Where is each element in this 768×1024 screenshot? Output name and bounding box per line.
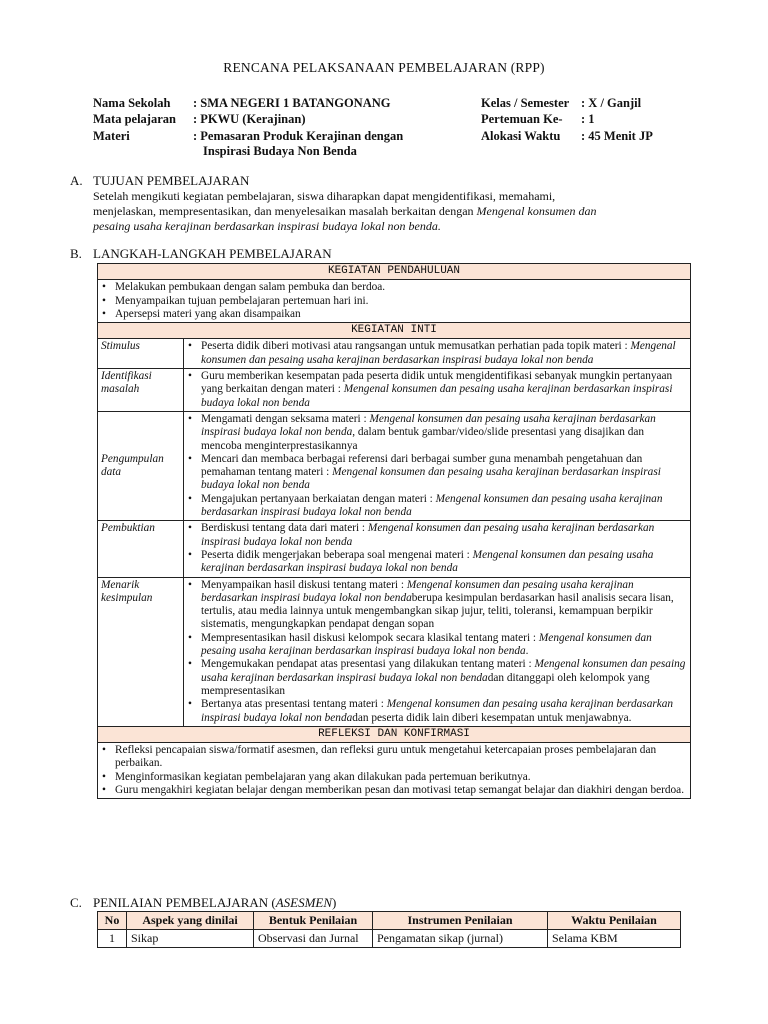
kelas-value: : X / Ganjil (581, 96, 642, 110)
materi-label: Materi (93, 129, 130, 143)
pendahuluan-cell (98, 280, 691, 323)
section-c-heading (93, 895, 336, 911)
langkah-table (97, 263, 691, 799)
column-header: Instrumen Penilaian (373, 912, 548, 930)
menarik-text-cont: berupa kesimpulan berdasarkan hasil analisis secara lisan, tertulis, atau media lainnya untuk mengembangkan sikap jujur, teliti, toleransi, kemampuan berpikir sistematis, mengungkapkan pendapat dengan sopan (201, 591, 674, 631)
pendahuluan-item: • Melakukan pembukaan dengan salam pembuka dan berdoa. (101, 281, 687, 294)
document-title: RENCANA PELAKSANAAN PEMBELAJARAN (RPP) (223, 60, 545, 75)
table-cell: Pengamatan sikap (jurnal) (373, 930, 548, 948)
refleksi-header: REFLEKSI DAN KONFIRMASI (98, 726, 691, 742)
pengumpulan-item (187, 493, 687, 520)
tujuan-line2 (93, 204, 693, 219)
identifikasi-text: Guru memberikan kesempatan pada peserta didik untuk mengidentifikasi sebanyak mungkin pertanyaan yang berkaitan dengan materi : (201, 370, 673, 396)
table-cell: Observasi dan Jurnal (254, 930, 373, 948)
menarik-text: Mempresentasikan hasil diskusi kelompok secara klasikal tentang materi : (201, 631, 539, 644)
topic-ref: Mengenal konsumen dan pesaing usaha kerajinan berdasarkan inspirasi budaya lokal non benda (201, 492, 663, 519)
tujuan-line2-topic: Mengenal konsumen dan (476, 204, 597, 218)
menarik-cell (184, 577, 691, 726)
topic-ref: Mengenal konsumen dan pesaing usaha kerajinan berdasarkan inspirasi budaya lokal non benda (201, 466, 661, 492)
column-header: Waktu Penilaian (548, 912, 681, 930)
pembuktian-text: Berdiskusi tentang data dari materi : (201, 522, 368, 535)
menarik-item: • Mempresentasikan hasil diskusi kelompok secara klasikal tentang materi : Mengenal konsumen dan pesaing usaha kerajinan berdasarkan inspirasi budaya lokal non benda. (187, 632, 687, 659)
stimulus-item (187, 340, 687, 367)
tujuan-line2-text: menjelaskan, mempresentasikan, dan menyelesaikan masalah berkaitan dengan (93, 204, 477, 218)
identifikasi-label: Identifikasi masalah (98, 369, 184, 412)
topic-ref: Mengenal konsumen dan pesaing usaha kerajinan berdasarkan inspirasi budaya lokal non benda (201, 631, 652, 658)
menarik-label: Menarik kesimpulan (98, 577, 184, 726)
table-cell: Sikap (127, 930, 254, 948)
pendahuluan-item: • Apersepsi materi yang akan disampaikan (101, 308, 687, 321)
section-a-letter: A. (70, 173, 83, 188)
topic-ref: Mengenal konsumen dan pesaing usaha kerajinan berdasarkan inspirasi budaya lokal non benda (201, 522, 655, 548)
table-cell: Selama KBM (548, 930, 681, 948)
pengumpulan-text: Mencari dan membaca berbagai referensi dari berbagai sumber guna menambah pengetahuan dan pemahaman tentang materi : (201, 452, 643, 479)
stimulus-cell (184, 339, 691, 369)
section-c-letter: C. (70, 895, 82, 910)
pengumpulan-item (187, 413, 687, 453)
menarik-item (187, 698, 687, 725)
pendahuluan-header: KEGIATAN PENDAHULUAN (98, 264, 691, 280)
column-header: No (98, 912, 127, 930)
topic-ref: Mengenal konsumen dan pesaing usaha kerajinan berdasarkan inspirasi budaya lokal non benda (201, 383, 673, 409)
materi-value-line2: Inspirasi Budaya Non Benda (203, 144, 357, 158)
mata-pelajaran-label: Mata pelajaran (93, 112, 176, 126)
pertemuan-label: Pertemuan Ke- (481, 112, 563, 126)
section-a-heading: TUJUAN PEMBELAJARAN (93, 173, 250, 188)
refleksi-cell (98, 743, 691, 799)
inti-header: KEGIATAN INTI (98, 323, 691, 339)
menarik-text-cont: dan peserta didik lain diberi kesempatan untuk menjawabnya. (352, 711, 632, 724)
topic-ref: Mengenal konsumen dan pesaing usaha kerajinan berdasarkan inspirasi budaya lokal non benda (201, 340, 676, 366)
materi-value-line1: : Pemasaran Produk Kerajinan dengan (193, 129, 404, 143)
menarik-text: Mengemukakan pendapat atas presentasi yang dilakukan tentang materi : (201, 658, 535, 671)
section-c-heading-italic: ASESMEN (275, 895, 333, 910)
topic-ref: Mengenal konsumen dan pesaing usaha kerajinan berdasarkan inspirasi budaya lokal non benda (201, 548, 654, 575)
tujuan-line3 (93, 219, 693, 234)
alokasi-label: Alokasi Waktu (481, 129, 561, 143)
pembuktian-item (187, 522, 687, 549)
pembuktian-label: Pembuktian (98, 521, 184, 577)
pengumpulan-item (187, 453, 687, 493)
pembuktian-text: Peserta didik mengerjakan beberapa soal mengenai materi : (201, 548, 473, 561)
menarik-item (187, 658, 687, 698)
topic-ref: Mengenal konsumen dan pesaing usaha kerajinan berdasarkan inspirasi budaya lokal non benda (201, 658, 686, 684)
pengumpulan-text: Mengamati dengan seksama materi : (201, 412, 370, 425)
identifikasi-item (187, 370, 687, 410)
menarik-text: Bertanya atas presentasi tentang materi : (201, 698, 387, 711)
section-c-heading-text: PENILAIAN PEMBELAJARAN ( (93, 895, 276, 910)
pendahuluan-item: • Menyampaikan tujuan pembelajaran pertemuan hari ini. (101, 295, 687, 308)
topic-ref: Mengenal konsumen dan pesaing usaha kerajinan berdasarkan inspirasi budaya lokal non benda (201, 412, 656, 439)
topic-ref: Mengenal konsumen dan pesaing usaha kerajinan berdasarkan inspirasi budaya lokal non benda (201, 578, 634, 604)
pertemuan-value: : 1 (581, 112, 595, 126)
pengumpulan-text: Mengajukan pertanyaan berkaiatan dengan materi : (201, 492, 436, 505)
stimulus-label: Stimulus (98, 339, 184, 369)
column-header: Aspek yang dinilai (127, 912, 254, 930)
topic-ref: Mengenal konsumen dan pesaing usaha kerajinan berdasarkan inspirasi budaya lokal non benda (201, 698, 674, 724)
pembuktian-cell (184, 521, 691, 577)
refleksi-item: • Menginformasikan kegiatan pembelajaran yang akan dilakukan pada pertemuan berikutnya. (101, 771, 687, 784)
mata-pelajaran-value: : PKWU (Kerajinan) (193, 112, 306, 126)
menarik-text-cont: dan ditanggapi oleh kelompok yang mempresentasikan (201, 671, 650, 697)
pengumpulan-label: Pengumpulan data (98, 411, 184, 520)
refleksi-item: • Refleksi pencapaian siswa/formatif asesmen, dan refleksi guru untuk mengetahui ketercapaian proses pembelajaran dan perbaikan. (101, 744, 687, 771)
identifikasi-cell (184, 369, 691, 412)
pengumpulan-cell (184, 411, 691, 520)
alokasi-value: : 45 Menit JP (581, 129, 653, 143)
section-c-heading-close: ) (332, 895, 337, 910)
nama-sekolah-label: Nama Sekolah (93, 96, 171, 110)
refleksi-item: • Guru mengakhiri kegiatan belajar dengan memberikan pesan dan motivasi tetap semangat belajar dan diakhiri dengan berdoa. (101, 784, 687, 797)
menarik-text: Menyampaikan hasil diskusi tentang materi : (201, 578, 407, 591)
pembuktian-item (187, 549, 687, 576)
tujuan-paragraph (93, 189, 693, 234)
table-cell: 1 (98, 930, 127, 948)
tujuan-line1: Setelah mengikuti kegiatan pembelajaran, siswa diharapkan dapat mengidentifikasi, memahami, (93, 189, 556, 203)
column-header: Bentuk Penilaian (254, 912, 373, 930)
asesmen-table (97, 911, 681, 948)
section-b-heading: LANGKAH-LANGKAH PEMBELAJARAN (93, 246, 332, 261)
table-row (98, 930, 681, 948)
stimulus-text: Peserta didik diberi motivasi atau rangsangan untuk memusatkan perhatian pada topik materi : (201, 340, 631, 353)
tujuan-line3-topic: pesaing usaha kerajinan berdasarkan inspirasi budaya lokal non benda. (93, 219, 441, 233)
menarik-item (187, 579, 687, 632)
pengumpulan-text-cont: , dalam bentuk gambar/video/slide presentasi yang disajikan dan mencoba menginterprestasikannya (201, 426, 645, 452)
section-b-letter: B. (70, 246, 82, 261)
nama-sekolah-value: : SMA NEGERI 1 BATANGONANG (193, 96, 391, 110)
kelas-label: Kelas / Semester (481, 96, 570, 110)
